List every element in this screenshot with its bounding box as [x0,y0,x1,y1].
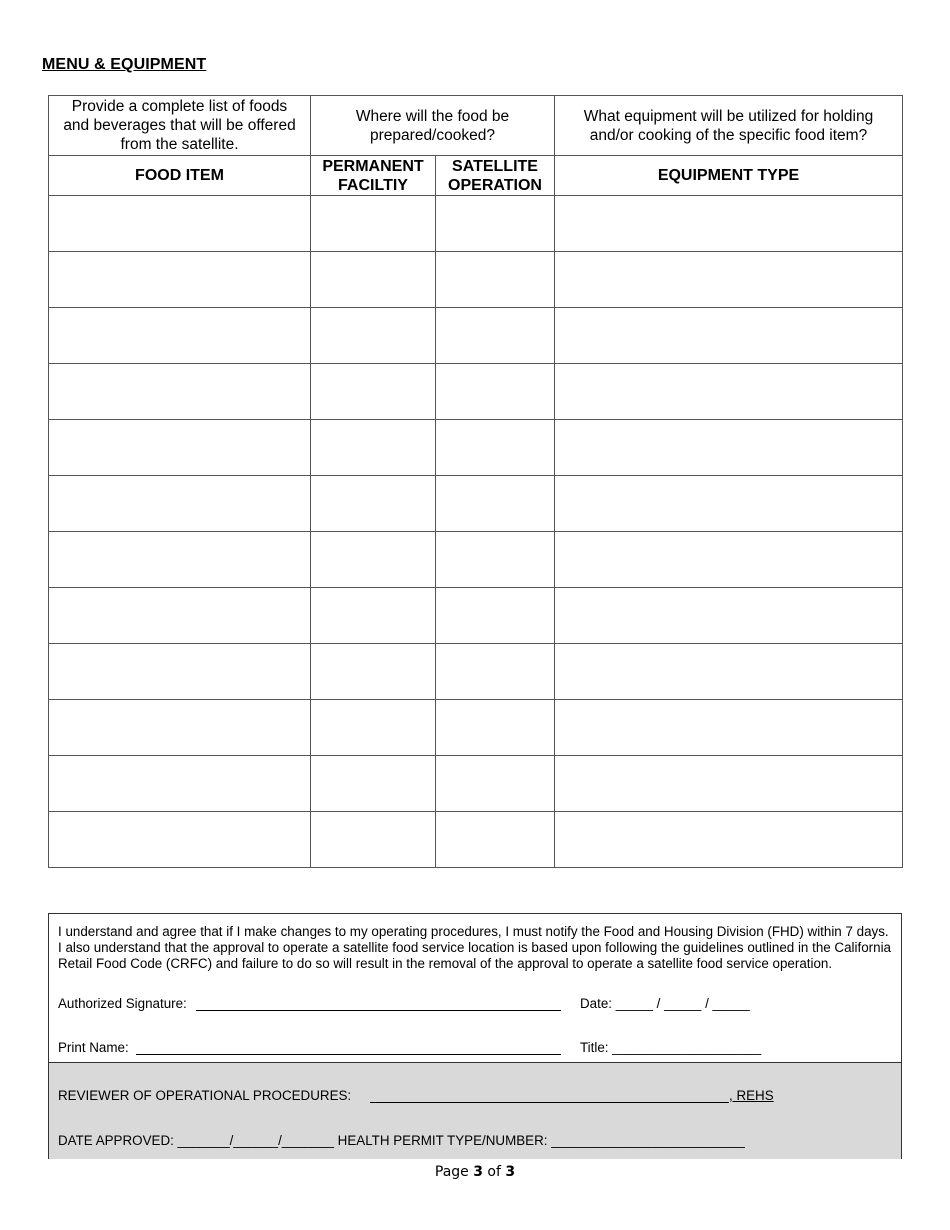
food-item-cell[interactable] [49,588,311,644]
permanent-cell[interactable] [311,700,436,756]
table-row [49,700,903,756]
table-row [49,308,903,364]
permanent-cell[interactable] [311,644,436,700]
food-item-cell[interactable] [49,252,311,308]
satellite-cell[interactable] [436,308,555,364]
header-satellite-operation: SATELLITE OPERATION [436,156,555,196]
equipment-cell[interactable] [555,700,903,756]
satellite-cell[interactable] [436,644,555,700]
food-item-cell[interactable] [49,644,311,700]
table-row [49,252,903,308]
permanent-cell[interactable] [311,364,436,420]
signature-label: Authorized Signature: [58,996,187,1011]
table-row [49,532,903,588]
signature-line[interactable] [196,1010,561,1011]
food-item-cell[interactable] [49,364,311,420]
print-name-label: Print Name: [58,1040,129,1055]
satellite-cell[interactable] [436,476,555,532]
equipment-cell[interactable] [555,364,903,420]
satellite-cell[interactable] [436,588,555,644]
satellite-cell[interactable] [436,364,555,420]
equipment-cell[interactable] [555,476,903,532]
permanent-cell[interactable] [311,476,436,532]
satellite-cell[interactable] [436,812,555,868]
permanent-cell[interactable] [311,252,436,308]
permanent-cell[interactable] [311,588,436,644]
date-field[interactable]: Date: _____ / _____ / _____ [580,996,750,1011]
title-field[interactable]: Title: ____________________ [580,1040,762,1055]
table-row [49,420,903,476]
header-equipment-type: EQUIPMENT TYPE [555,156,903,196]
permanent-cell[interactable] [311,756,436,812]
equipment-cell[interactable] [555,756,903,812]
food-item-cell[interactable] [49,812,311,868]
menu-equipment-table [48,95,903,868]
equipment-cell[interactable] [555,420,903,476]
table-row [49,644,903,700]
equipment-cell[interactable] [555,588,903,644]
rehs-label: , REHS [729,1088,774,1103]
table-row [49,196,903,252]
permanent-cell[interactable] [311,532,436,588]
satellite-cell[interactable] [436,700,555,756]
food-item-cell[interactable] [49,308,311,364]
food-item-cell[interactable] [49,532,311,588]
reviewer-section [49,1062,901,1159]
reviewer-line[interactable] [370,1102,729,1103]
date-approved-field[interactable]: DATE APPROVED: _______/______/_______ HEALTH PERMIT TYPE/NUMBER: __________________________ [58,1133,745,1148]
permanent-cell[interactable] [311,812,436,868]
reviewer-label: REVIEWER OF OPERATIONAL PROCEDURES: [58,1088,352,1103]
permanent-cell[interactable] [311,196,436,252]
satellite-cell[interactable] [436,756,555,812]
table-row [49,364,903,420]
equipment-cell[interactable] [555,308,903,364]
header-food-item: FOOD ITEM [49,156,311,196]
page-number: Page 3 of 3 [434,1164,516,1180]
food-item-cell[interactable] [49,420,311,476]
equipment-cell[interactable] [555,532,903,588]
print-name-line[interactable] [136,1054,561,1055]
table-row [49,812,903,868]
agreement-box [48,913,902,1159]
satellite-cell[interactable] [436,420,555,476]
food-item-cell[interactable] [49,476,311,532]
equipment-cell[interactable] [555,252,903,308]
food-item-cell[interactable] [49,700,311,756]
equipment-cell[interactable] [555,644,903,700]
question-where-prepared: Where will the food be prepared/cooked? [311,96,555,156]
question-food-list: Provide a complete list of foods and beverages that will be offered from the satellite. [49,96,311,156]
section-heading: MENU & EQUIPMENT [42,56,207,73]
table-row [49,588,903,644]
table-row [49,756,903,812]
satellite-cell[interactable] [436,252,555,308]
table-row [49,476,903,532]
permanent-cell[interactable] [311,308,436,364]
permanent-cell[interactable] [311,420,436,476]
food-item-cell[interactable] [49,756,311,812]
header-permanent-facility: PERMANENT FACILTIY [311,156,436,196]
question-equipment: What equipment will be utilized for holding and/or cooking of the specific food item? [555,96,903,156]
satellite-cell[interactable] [436,532,555,588]
food-item-cell[interactable] [49,196,311,252]
agreement-text: I understand and agree that if I make changes to my operating procedures, I must notify the Food and Housing Division (FHD) within 7 days. I also understand that the approval to operate a satellite food service location is based upon following the guidelines outlined in the California Retail Food Code (CRFC) and failure to do so will result in the removal of the approval to operate a satellite food service operation. [58,924,891,971]
equipment-cell[interactable] [555,196,903,252]
equipment-cell[interactable] [555,812,903,868]
satellite-cell[interactable] [436,196,555,252]
